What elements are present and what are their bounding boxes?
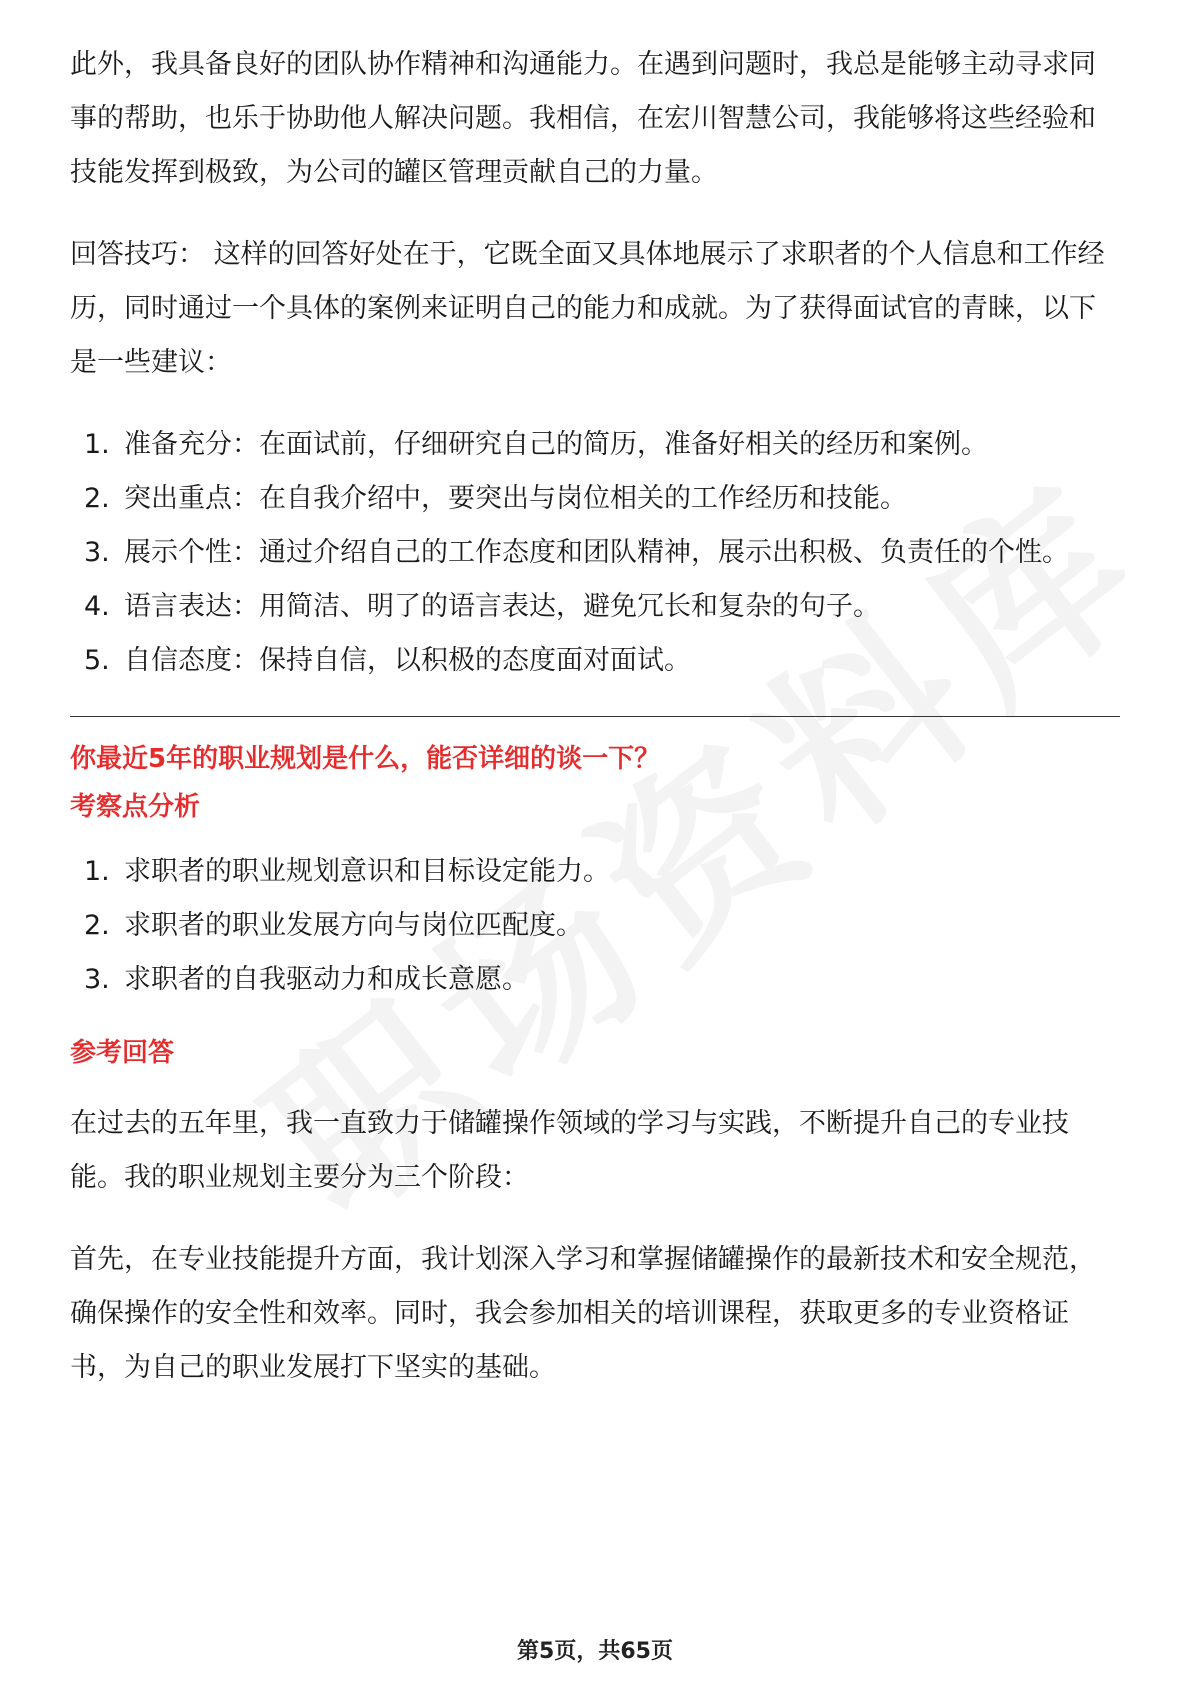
list-number: 1. — [84, 429, 110, 460]
list-number: 1. — [84, 856, 110, 887]
list-item — [70, 953, 1120, 1007]
analysis-list — [70, 845, 1120, 1007]
paragraph-answer-tips: 回答技巧： 这样的回答好处在于，它既全面又具体地展示了求职者的个人信息和工作经历，同时通过一个具体的案例来证明自己的能力和成就。为了获得面试官的青睐，以下是一些建议： — [70, 239, 1105, 378]
page-number-footer: 第5页，共65页 — [517, 1639, 673, 1664]
list-number: 4. — [84, 591, 110, 622]
paragraph-teamwork: 此外，我具备良好的团队协作精神和沟通能力。在遇到问题时，我总是能够主动寻求同事的帮助，也乐于协助他人解决问题。我相信，在宏川智慧公司，我能够将这些经验和技能发挥到极致，为公司的罐区管理贡献自己的力量。 — [70, 49, 1096, 188]
list-number: 3. — [84, 537, 110, 568]
list-item — [70, 845, 1120, 899]
list-item — [70, 580, 1120, 634]
list-text: 语言表达：用简洁、明了的语言表达，避免冗长和复杂的句子。 — [124, 591, 880, 622]
section-divider — [70, 716, 1120, 717]
list-text: 展示个性：通过介绍自己的工作态度和团队精神，展示出积极、负责任的个性。 — [124, 537, 1069, 568]
list-text: 求职者的职业规划意识和目标设定能力。 — [124, 856, 610, 887]
list-text: 突出重点：在自我介绍中，要突出与岗位相关的工作经历和技能。 — [124, 483, 907, 514]
list-item — [70, 899, 1120, 953]
list-text: 准备充分：在面试前，仔细研究自己的简历，准备好相关的经历和案例。 — [124, 429, 988, 460]
question-title: 你最近5年的职业规划是什么，能否详细的谈一下？ — [70, 744, 661, 774]
tips-list — [70, 418, 1120, 688]
page-content — [70, 38, 1120, 1395]
answer-paragraph: 在过去的五年里，我一直致力于储罐操作领域的学习与实践，不断提升自己的专业技能。我的职业规划主要分为三个阶段： — [70, 1108, 1069, 1193]
list-item — [70, 634, 1120, 688]
list-item — [70, 472, 1120, 526]
list-text: 求职者的自我驱动力和成长意愿。 — [124, 964, 529, 995]
list-number: 3. — [84, 964, 110, 995]
list-number: 2. — [84, 483, 110, 514]
list-item — [70, 418, 1120, 472]
answer-paragraph: 首先，在专业技能提升方面，我计划深入学习和掌握储罐操作的最新技术和安全规范，确保操作的安全性和效率。同时，我会参加相关的培训课程，获取更多的专业资格证书，为自己的职业发展打下坚实的基础。 — [70, 1244, 1096, 1383]
list-text: 求职者的职业发展方向与岗位匹配度。 — [124, 910, 583, 941]
list-item — [70, 526, 1120, 580]
list-text: 自信态度：保持自信，以积极的态度面对面试。 — [124, 645, 691, 676]
list-number: 2. — [84, 910, 110, 941]
analysis-heading: 考察点分析 — [70, 792, 201, 822]
list-number: 5. — [84, 645, 110, 676]
answer-heading: 参考回答 — [70, 1038, 175, 1068]
